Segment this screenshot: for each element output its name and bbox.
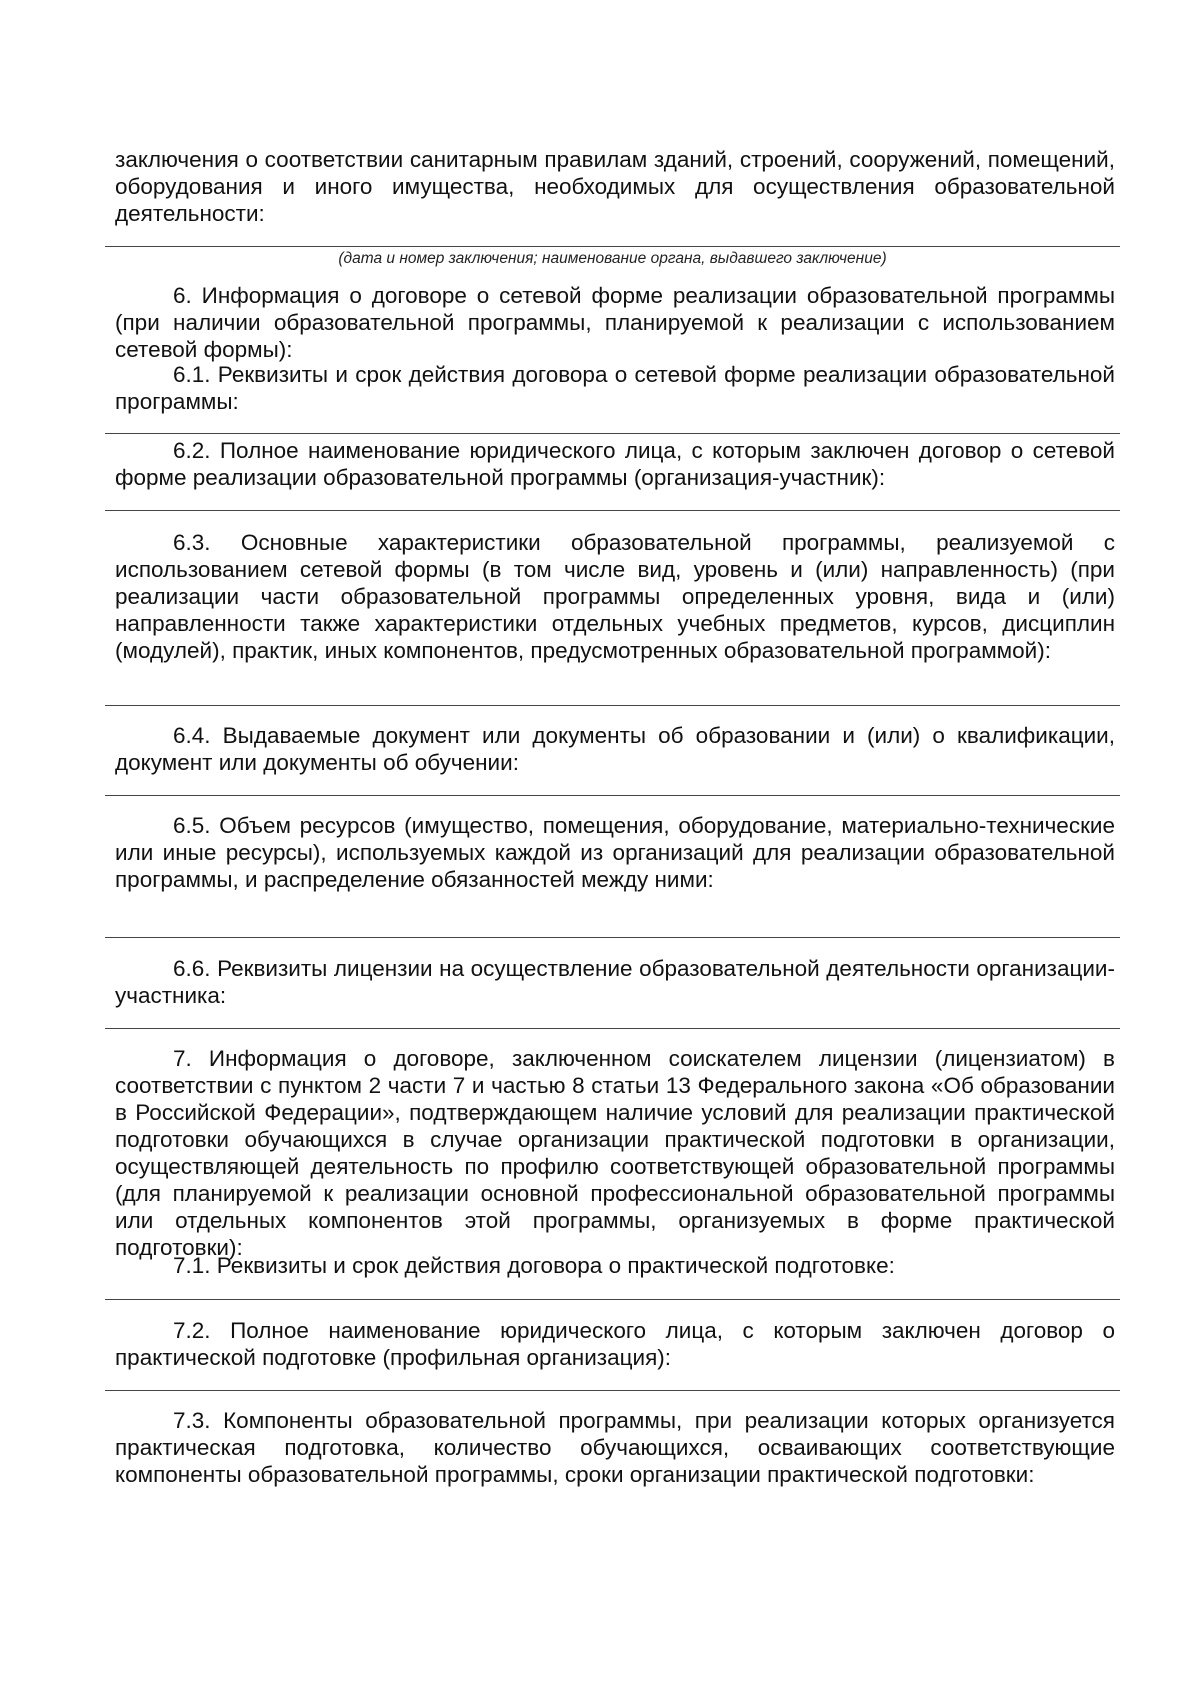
fill-in-line-6-1 bbox=[105, 433, 1120, 434]
fill-in-line-6-3 bbox=[105, 705, 1120, 706]
fill-in-line-6-6 bbox=[105, 1028, 1120, 1029]
paragraph-6-6-license-details: 6.6. Реквизиты лицензии на осуществление образовательной деятельности организации-участника: bbox=[115, 956, 1115, 1008]
paragraph-7-2-profile-organization: 7.2. Полное наименование юридического лица, с которым заключен договор о практической подготовке (профильная организация): bbox=[115, 1318, 1115, 1370]
paragraph-6-3-program-characteristics: 6.3. Основные характеристики образовательной программы, реализуемой с использованием сетевой формы (в том числе вид, уровень и (или) направленность) (при реализации части образовательной программы определенных уровня, вида и (или) направленности также характеристики отдельных учебных предметов, курсов, дисциплин (модулей), практик, иных компонентов, предусмотренных образовательной программой): bbox=[115, 530, 1115, 663]
paragraph-6-network-agreement: 6. Информация о договоре о сетевой форме реализации образовательной программы (при наличии образовательной программы, планируемой к реализации с использованием сетевой формы): bbox=[115, 283, 1115, 362]
paragraph-7-3-program-components: 7.3. Компоненты образовательной программы, при реализации которых организуется практическая подготовка, количество обучающихся, осваивающих соответствующие компоненты образовательной программы, сроки организации практической подготовки: bbox=[115, 1408, 1115, 1487]
paragraph-7-1-agreement-details: 7.1. Реквизиты и срок действия договора о практической подготовке: bbox=[173, 1253, 895, 1278]
paragraph-6-4-issued-documents: 6.4. Выдаваемые документ или документы об образовании и (или) о квалификации, документ или документы об обучении: bbox=[115, 723, 1115, 775]
paragraph-6-2-participant-name: 6.2. Полное наименование юридического лица, с которым заключен договор о сетевой форме реализации образовательной программы (организация-участник): bbox=[115, 438, 1115, 490]
paragraph-6-5-resources: 6.5. Объем ресурсов (имущество, помещения, оборудование, материально-технические или иные ресурсы), используемых каждой из организаций для реализации образовательной программы, и распределение обязанностей между ними: bbox=[115, 813, 1115, 892]
paragraph-sanitary-conclusion: заключения о соответствии санитарным правилам зданий, строений, сооружений, помещений, оборудования и иного имущества, необходимых для осуществления образовательной деятельности: bbox=[115, 147, 1115, 226]
fill-in-line-7-2 bbox=[105, 1390, 1120, 1391]
fill-in-line-6-4 bbox=[105, 795, 1120, 796]
paragraph-6-1-agreement-details: 6.1. Реквизиты и срок действия договора о сетевой форме реализации образовательной программы: bbox=[115, 362, 1115, 414]
caption-conclusion-details: (дата и номер заключения; наименование органа, выдавшего заключение) bbox=[338, 250, 887, 267]
fill-in-line-7-1 bbox=[105, 1299, 1120, 1300]
fill-in-line-conclusion bbox=[105, 246, 1120, 247]
fill-in-line-6-5 bbox=[105, 937, 1120, 938]
paragraph-7-practical-training-agreement: 7. Информация о договоре, заключенном соискателем лицензии (лицензиатом) в соответствии с пунктом 2 части 7 и частью 8 статьи 13 Федерального закона «Об образовании в Российской Федерации», подтверждающем наличие условий для реализации практической подготовки обучающихся в случае организации практической подготовки в организации, осуществляющей деятельность по профилю соответствующей образовательной программы (для планируемой к реализации основной профессиональной образовательной программы или отдельных компонентов этой программы, организуемых в форме практической подготовки): bbox=[115, 1046, 1115, 1260]
fill-in-line-6-2 bbox=[105, 510, 1120, 511]
